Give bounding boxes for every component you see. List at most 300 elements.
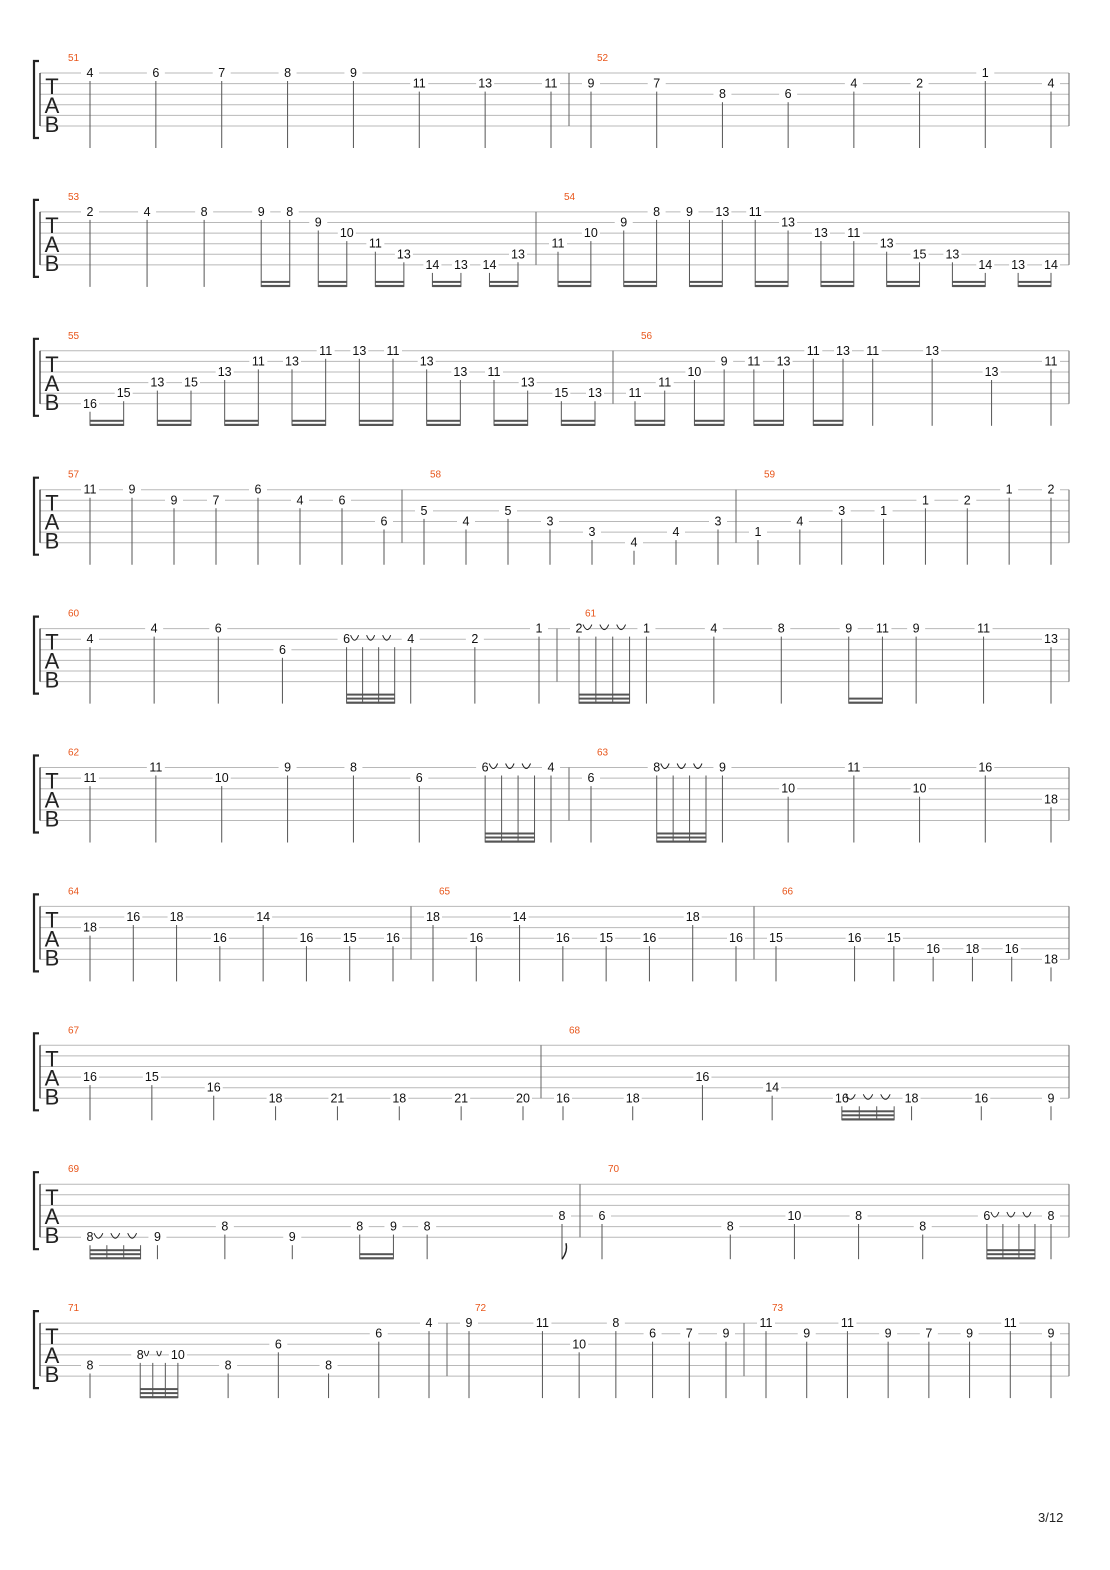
beam bbox=[432, 281, 461, 283]
fret-number: 11 bbox=[319, 343, 333, 358]
fret-number: 18 bbox=[685, 910, 700, 924]
beam bbox=[689, 285, 722, 287]
fret-number: 15 bbox=[769, 931, 783, 946]
fret-number: 14 bbox=[765, 1080, 780, 1095]
fret-number: 16 bbox=[834, 1091, 849, 1106]
fret-number: 7 bbox=[212, 493, 220, 508]
fret-number: 9 bbox=[720, 354, 728, 369]
fret-number: 8 bbox=[200, 204, 208, 219]
measure-number: 62 bbox=[68, 747, 80, 759]
beam bbox=[694, 420, 724, 422]
fret-number: 9 bbox=[718, 760, 726, 775]
fret-number: 16 bbox=[386, 931, 400, 946]
fret-number: 14 bbox=[482, 257, 497, 272]
beam bbox=[157, 424, 191, 426]
tab-clef-letter: T bbox=[45, 907, 59, 933]
tab-clef-letter: T bbox=[45, 351, 59, 377]
fret-number: 16 bbox=[974, 1091, 989, 1106]
fret-number: 6 bbox=[343, 632, 351, 647]
fret-number: 16 bbox=[695, 1070, 710, 1085]
tab-clef-letter: T bbox=[45, 1046, 59, 1072]
measure-number: 55 bbox=[68, 330, 80, 342]
tab-system bbox=[34, 609, 1069, 704]
tab-clef-letter: A bbox=[44, 231, 60, 257]
fret-number: 18 bbox=[1044, 952, 1058, 967]
fret-number: 16 bbox=[555, 931, 570, 946]
fret-number: 8 bbox=[653, 204, 661, 219]
fret-number: 13 bbox=[396, 247, 411, 262]
tab-clef-letter: B bbox=[44, 667, 60, 693]
system-bracket bbox=[34, 61, 39, 138]
tab-clef-letter: A bbox=[44, 926, 60, 952]
fret-number: 10 bbox=[687, 365, 702, 379]
fret-number: 14 bbox=[978, 257, 993, 272]
beam bbox=[842, 1110, 894, 1112]
tab-system bbox=[34, 53, 1069, 148]
fret-number: 18 bbox=[426, 910, 440, 924]
tab-system bbox=[34, 470, 1069, 565]
fret-number: 11 bbox=[412, 76, 426, 91]
note-flag bbox=[562, 1243, 567, 1259]
fret-number: 14 bbox=[425, 257, 440, 272]
fret-number: 18 bbox=[1044, 792, 1058, 807]
fret-number: 18 bbox=[965, 941, 980, 956]
fret-number: 15 bbox=[342, 931, 357, 946]
fret-number: 13 bbox=[813, 226, 828, 241]
fret-number: 1 bbox=[535, 621, 543, 636]
fret-number: 8 bbox=[86, 1358, 94, 1373]
fret-number: 9 bbox=[284, 760, 292, 775]
beam bbox=[90, 1249, 141, 1251]
fret-number: 4 bbox=[143, 204, 151, 219]
fret-number: 8 bbox=[284, 66, 292, 80]
system-bracket bbox=[34, 1172, 39, 1249]
beam bbox=[579, 698, 630, 700]
tab-clef-letter: A bbox=[44, 93, 60, 118]
measure-number: 54 bbox=[564, 191, 576, 203]
system-bracket bbox=[34, 1033, 39, 1110]
fret-number: 8 bbox=[286, 204, 294, 219]
fret-number: 9 bbox=[722, 1326, 730, 1341]
fret-number: 8 bbox=[558, 1209, 566, 1223]
measure-number: 53 bbox=[68, 191, 80, 203]
beam bbox=[360, 1257, 394, 1259]
beam bbox=[579, 702, 630, 704]
fret-number: 9 bbox=[288, 1230, 296, 1245]
measure-number: 70 bbox=[608, 1164, 620, 1176]
system-bracket bbox=[34, 200, 39, 277]
fret-number: 13 bbox=[520, 375, 535, 390]
beam bbox=[494, 424, 528, 426]
beam bbox=[952, 285, 985, 287]
beam bbox=[375, 285, 404, 287]
fret-number: 15 bbox=[912, 247, 927, 262]
beam bbox=[754, 424, 784, 426]
beam bbox=[657, 841, 706, 843]
fret-number: 6 bbox=[375, 1326, 383, 1341]
fret-number: 9 bbox=[884, 1326, 892, 1341]
measure-number: 60 bbox=[68, 608, 80, 620]
beam bbox=[694, 424, 724, 426]
fret-number: 16 bbox=[83, 1070, 97, 1085]
fret-number: 13 bbox=[781, 215, 796, 230]
fret-number: 18 bbox=[625, 1091, 640, 1106]
fret-number: 10 bbox=[170, 1347, 185, 1362]
beam bbox=[347, 702, 395, 704]
beam bbox=[849, 698, 883, 700]
beam bbox=[140, 1392, 178, 1394]
tab-system bbox=[34, 886, 1069, 981]
fret-number: 4 bbox=[630, 535, 638, 550]
fret-number: 16 bbox=[847, 931, 862, 946]
fret-number: 13 bbox=[945, 247, 960, 262]
beam bbox=[292, 420, 326, 422]
fret-number: 16 bbox=[83, 396, 97, 411]
beam bbox=[90, 1257, 141, 1259]
fret-number: 15 bbox=[599, 931, 614, 946]
fret-number: 11 bbox=[1044, 354, 1058, 369]
tab-clef-letter: B bbox=[44, 945, 60, 971]
fret-number: 4 bbox=[547, 760, 555, 775]
fret-number: 15 bbox=[144, 1070, 159, 1085]
beam bbox=[842, 1118, 894, 1120]
tab-clef-letter: T bbox=[45, 1324, 59, 1350]
fret-number: 11 bbox=[487, 365, 501, 379]
fret-number: 14 bbox=[256, 910, 271, 924]
fret-number: 4 bbox=[796, 514, 804, 529]
measure-number: 69 bbox=[68, 1164, 80, 1176]
beam bbox=[157, 420, 191, 422]
system-bracket bbox=[34, 478, 39, 555]
tab-clef-letter: B bbox=[44, 389, 60, 415]
fret-number: 10 bbox=[781, 781, 796, 796]
tab-clef-letter: B bbox=[44, 806, 60, 832]
beam bbox=[485, 841, 534, 843]
fret-number: 8 bbox=[356, 1219, 364, 1234]
fret-number: 15 bbox=[184, 375, 198, 390]
fret-number: 13 bbox=[1011, 257, 1026, 272]
tab-clef-letter: T bbox=[45, 629, 59, 655]
fret-number: 10 bbox=[912, 781, 927, 796]
fret-number: 6 bbox=[278, 642, 286, 657]
beam bbox=[755, 281, 788, 283]
beam bbox=[887, 285, 920, 287]
tab-clef-letter: T bbox=[45, 1185, 59, 1211]
beam bbox=[427, 424, 461, 426]
fret-number: 16 bbox=[729, 931, 743, 946]
tab-clef-letter: T bbox=[45, 74, 59, 99]
beam bbox=[987, 1257, 1035, 1259]
beam bbox=[347, 694, 395, 696]
fret-number: 2 bbox=[916, 76, 924, 91]
fret-number: 11 bbox=[759, 1316, 773, 1331]
system-bracket bbox=[34, 339, 39, 416]
tab-clef-letter: B bbox=[44, 250, 60, 276]
beam bbox=[140, 1388, 178, 1390]
fret-number: 1 bbox=[1005, 482, 1013, 497]
fret-number: 9 bbox=[314, 215, 322, 230]
fret-number: 3 bbox=[714, 514, 722, 529]
fret-number: 9 bbox=[685, 204, 693, 219]
fret-number: 11 bbox=[535, 1316, 549, 1331]
fret-number: 9 bbox=[257, 204, 265, 219]
measure-number: 72 bbox=[475, 1303, 487, 1315]
fret-number: 16 bbox=[642, 931, 657, 946]
tab-system bbox=[34, 1025, 1069, 1120]
beam bbox=[485, 833, 534, 835]
fret-number: 13 bbox=[836, 343, 850, 358]
fret-number: 16 bbox=[978, 760, 993, 775]
beam bbox=[987, 1249, 1035, 1251]
tab-clef-letter: B bbox=[44, 1223, 60, 1249]
fret-number: 8 bbox=[653, 760, 661, 775]
fret-number: 11 bbox=[149, 760, 163, 775]
fret-number: 1 bbox=[921, 493, 929, 508]
fret-number: 15 bbox=[554, 386, 569, 401]
beam bbox=[952, 281, 985, 283]
tab-clef-letter: T bbox=[45, 212, 59, 238]
tab-system bbox=[34, 1303, 1069, 1398]
measure-number: 52 bbox=[597, 53, 609, 64]
fret-number: 8 bbox=[855, 1209, 863, 1223]
fret-number: 8 bbox=[423, 1219, 431, 1234]
fret-number: 1 bbox=[754, 525, 762, 540]
measure-number: 58 bbox=[430, 469, 442, 481]
beam bbox=[821, 281, 854, 283]
fret-number: 4 bbox=[710, 621, 718, 636]
fret-number: 8 bbox=[612, 1316, 620, 1331]
fret-number: 15 bbox=[116, 386, 131, 401]
beam bbox=[657, 837, 706, 839]
fret-number: 4 bbox=[86, 66, 94, 80]
fret-number: 6 bbox=[338, 493, 346, 508]
fret-number: 18 bbox=[169, 910, 184, 924]
beam bbox=[657, 833, 706, 835]
measure-number: 63 bbox=[597, 747, 609, 759]
fret-number: 11 bbox=[551, 236, 565, 251]
tab-systems bbox=[34, 53, 1069, 1398]
fret-number: 10 bbox=[583, 226, 598, 241]
fret-number: 3 bbox=[588, 525, 596, 540]
fret-number: 8 bbox=[136, 1347, 144, 1362]
fret-number: 6 bbox=[598, 1209, 606, 1223]
fret-number: 8 bbox=[221, 1219, 229, 1234]
measure-number: 67 bbox=[68, 1025, 80, 1037]
measure-number: 66 bbox=[782, 886, 794, 898]
fret-number: 11 bbox=[747, 354, 761, 369]
beam bbox=[755, 285, 788, 287]
system-bracket bbox=[34, 1311, 39, 1388]
fret-number: 8 bbox=[919, 1219, 927, 1234]
fret-number: 11 bbox=[977, 621, 991, 636]
fret-number: 9 bbox=[1047, 1091, 1055, 1106]
fret-number: 16 bbox=[206, 1080, 221, 1095]
fret-number: 4 bbox=[462, 514, 470, 529]
fret-number: 9 bbox=[587, 76, 595, 91]
beam bbox=[489, 285, 518, 287]
fret-number: 13 bbox=[588, 386, 602, 401]
fret-number: 6 bbox=[214, 621, 222, 636]
fret-number: 8 bbox=[726, 1219, 734, 1234]
beam bbox=[813, 424, 843, 426]
fret-number: 7 bbox=[925, 1326, 933, 1341]
beam bbox=[635, 420, 665, 422]
beam bbox=[360, 1253, 394, 1255]
tab-system bbox=[34, 748, 1069, 843]
beam bbox=[140, 1396, 178, 1398]
fret-number: 8 bbox=[718, 87, 726, 102]
beam bbox=[624, 281, 657, 283]
tab-clef-letter: A bbox=[44, 1343, 60, 1369]
beam bbox=[90, 1253, 141, 1255]
fret-number: 10 bbox=[214, 771, 229, 786]
fret-number: 16 bbox=[926, 941, 941, 956]
measure-number: 59 bbox=[764, 469, 776, 481]
fret-number: 18 bbox=[83, 920, 97, 935]
measure-number: 65 bbox=[439, 886, 451, 898]
fret-number: 18 bbox=[392, 1091, 407, 1106]
fret-number: 9 bbox=[912, 621, 920, 636]
tab-clef-letter: B bbox=[44, 112, 60, 137]
measure-number: 68 bbox=[569, 1025, 581, 1037]
measure-number: 51 bbox=[68, 53, 80, 64]
beam bbox=[561, 420, 595, 422]
fret-number: 6 bbox=[784, 87, 792, 102]
fret-number: 7 bbox=[685, 1326, 693, 1341]
fret-number: 16 bbox=[1004, 941, 1019, 956]
fret-number: 4 bbox=[150, 621, 158, 636]
fret-number: 16 bbox=[556, 1091, 570, 1106]
system-bracket bbox=[34, 756, 39, 833]
fret-number: 6 bbox=[587, 771, 595, 786]
fret-number: 1 bbox=[981, 66, 989, 80]
beam bbox=[842, 1114, 894, 1116]
fret-number: 8 bbox=[777, 621, 785, 636]
fret-number: 9 bbox=[966, 1326, 974, 1341]
beam bbox=[347, 698, 395, 700]
fret-number: 13 bbox=[1044, 632, 1058, 647]
fret-number: 9 bbox=[389, 1219, 397, 1234]
beam bbox=[489, 281, 518, 283]
tab-system bbox=[34, 192, 1069, 287]
fret-number: 14 bbox=[512, 910, 527, 924]
measure-number: 61 bbox=[585, 608, 597, 620]
fret-number: 3 bbox=[838, 503, 846, 518]
tab-clef-letter: A bbox=[44, 1065, 60, 1091]
fret-number: 11 bbox=[806, 343, 820, 358]
fret-number: 13 bbox=[419, 354, 434, 369]
measure-number: 64 bbox=[68, 886, 80, 898]
fret-number: 3 bbox=[546, 514, 554, 529]
tab-clef-letter: T bbox=[45, 490, 59, 516]
beam bbox=[359, 420, 393, 422]
fret-number: 5 bbox=[420, 503, 428, 518]
fret-number: 15 bbox=[886, 931, 901, 946]
fret-number: 11 bbox=[544, 76, 558, 91]
fret-number: 11 bbox=[83, 482, 97, 497]
beam bbox=[261, 285, 290, 287]
fret-number: 11 bbox=[83, 771, 97, 786]
fret-number: 10 bbox=[572, 1337, 587, 1352]
fret-number: 2 bbox=[963, 493, 971, 508]
beam bbox=[90, 424, 124, 426]
fret-number: 8 bbox=[325, 1358, 333, 1373]
measure-number: 71 bbox=[68, 1303, 80, 1315]
fret-number: 9 bbox=[845, 621, 853, 636]
beam bbox=[558, 281, 591, 283]
fret-number: 4 bbox=[672, 525, 680, 540]
beam bbox=[561, 424, 595, 426]
beam bbox=[624, 285, 657, 287]
fret-number: 4 bbox=[296, 493, 304, 508]
fret-number: 1 bbox=[642, 621, 650, 636]
tab-clef-letter: A bbox=[44, 370, 60, 396]
beam bbox=[494, 420, 528, 422]
fret-number: 7 bbox=[218, 66, 226, 80]
fret-number: 11 bbox=[386, 343, 400, 358]
beam bbox=[90, 420, 124, 422]
fret-number: 16 bbox=[126, 910, 141, 924]
fret-number: 13 bbox=[453, 365, 468, 379]
system-bracket bbox=[34, 617, 39, 694]
fret-number: 11 bbox=[748, 204, 762, 219]
fret-number: 21 bbox=[330, 1091, 345, 1106]
fret-number: 11 bbox=[875, 621, 889, 636]
tab-clef-letter: B bbox=[44, 528, 60, 554]
fret-number: 1 bbox=[880, 503, 888, 518]
fret-number: 9 bbox=[465, 1316, 473, 1331]
fret-number: 2 bbox=[575, 621, 583, 636]
fret-number: 13 bbox=[879, 236, 894, 251]
fret-number: 9 bbox=[1047, 1326, 1055, 1341]
tab-clef-letter: A bbox=[44, 648, 60, 674]
fret-number: 6 bbox=[983, 1209, 991, 1223]
fret-number: 11 bbox=[866, 343, 880, 358]
beam bbox=[813, 420, 843, 422]
fret-number: 16 bbox=[469, 931, 484, 946]
fret-number: 11 bbox=[658, 375, 672, 390]
beam bbox=[987, 1253, 1035, 1255]
tab-system bbox=[34, 1164, 1069, 1259]
system-bracket bbox=[34, 894, 39, 971]
fret-number: 21 bbox=[454, 1091, 469, 1106]
page-number: 3/12 bbox=[1038, 1510, 1064, 1525]
fret-number: 16 bbox=[299, 931, 314, 946]
fret-number: 8 bbox=[1047, 1209, 1055, 1223]
fret-number: 16 bbox=[212, 931, 227, 946]
beam bbox=[1018, 285, 1051, 287]
fret-number: 9 bbox=[349, 66, 357, 80]
beam bbox=[432, 285, 461, 287]
tab-clef-letter: A bbox=[44, 509, 60, 535]
beam bbox=[579, 694, 630, 696]
fret-number: 13 bbox=[150, 375, 165, 390]
fret-number: 10 bbox=[787, 1209, 802, 1223]
fret-number: 2 bbox=[471, 632, 479, 647]
fret-number: 6 bbox=[649, 1326, 657, 1341]
fret-number: 6 bbox=[274, 1337, 282, 1352]
fret-number: 13 bbox=[925, 343, 940, 358]
fret-number: 13 bbox=[217, 365, 232, 379]
tab-system bbox=[34, 331, 1069, 426]
fret-number: 5 bbox=[504, 503, 512, 518]
beam bbox=[427, 420, 461, 422]
fret-number: 2 bbox=[86, 204, 94, 219]
fret-number: 11 bbox=[628, 386, 642, 401]
fret-number: 4 bbox=[850, 76, 858, 91]
beam bbox=[485, 837, 534, 839]
beam bbox=[689, 281, 722, 283]
